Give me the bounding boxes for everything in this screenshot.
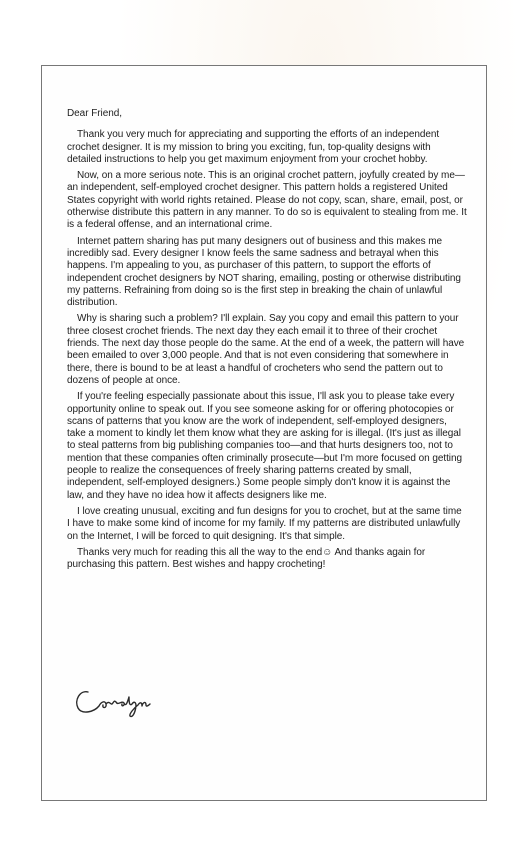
paragraph-thanks: Thank you very much for appreciating and supporting the efforts of an independent crochet designer. It is my mission to bring you exciting, fun, top-quality designs with detailed instructions to help you get maximum enjoyment from your crochet hobby. (67, 129, 440, 165)
signature (72, 678, 172, 722)
letter-body (67, 108, 467, 575)
handwritten-signature-icon (72, 678, 172, 722)
letter-sheet (41, 65, 487, 801)
paragraph-why-sharing-problem: Why is sharing such a problem? I'll explain. Say you copy and email this pattern to your three closest crochet friends. The next day they each email it to three of their crochet friends. The next day those people do the same. At the end of a week, the pattern will have been emailed to over 3,000 people. And that is not even considering that somewhere in there, there is bound to be at least a handful of crocheters who send the pattern out to dozens of people at once. (67, 313, 465, 386)
paragraph-pattern-sharing: Internet pattern sharing has put many designers out of business and this makes me incredibly sad. Every designer I know feels the same sadness and betrayal when this happens. I'm appealing to you, as purchaser of this pattern, to support the efforts of independent crochet designers by NOT sharing, emailing, posting or otherwise distributing my patterns. Refraining from doing so is the first step in breaking the chain of unlawful distribution. (67, 235, 461, 309)
letter-greeting: Dear Friend, (67, 108, 122, 119)
paragraph-income: I love creating unusual, exciting and fun designs for you to crochet, but at the same time I have to make some kind of income for my family. If my patterns are distributed unlawfully on the Internet, I will be forced to quit designing. It's that simple. (67, 505, 462, 542)
paragraph-closing-thanks: Thanks very much for reading this all the way to the end☺ And thanks again for purchasing this pattern. Best wishes and happy crocheting! (67, 546, 426, 571)
paragraph-copyright-notice: Now, on a more serious note. This is an original crochet pattern, joyfully created by me—an independent, self-employed crochet designer. This pattern holds a registered United States copyright with world rights retained. Please do not copy, scan, share, email, post, or otherwise distribute this pattern in any manner. To do so is equivalent to stealing from me. It is a federal offense, and an international crime. (67, 170, 467, 231)
paragraph-speak-out: If you're feeling especially passionate about this issue, I'll ask you to please take every opportunity online to speak out. If you see someone asking for or offering photocopies or scans of patterns that you know are the work of independent, self-employed designers, take a moment to kindly let them know what they are asking for is illegal. (It's just as illegal to steal patterns from big publishing companies too—and that hurts designers too, not to mention that these companies often criminally prosecute—but I'm more focused on getting people to realize the consequences of freely sharing patterns created by small, independent, self-employed designers.) Some people simply don't know it is against the law, and they have no idea how it affects designers like me. (67, 391, 462, 501)
